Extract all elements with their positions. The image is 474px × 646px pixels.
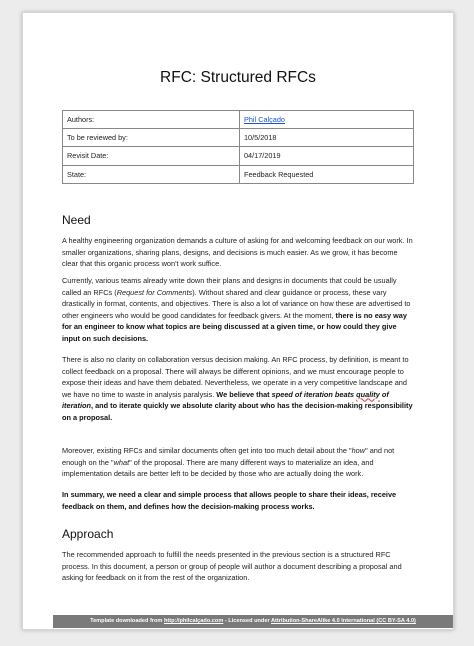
state-value: Feedback Requested [240, 165, 414, 183]
table-row [63, 111, 414, 129]
need-heading: Need [62, 213, 91, 227]
need-paragraph-4: Moreover, existing RFCs and similar documents often get into too much detail about the "how" and not enough on the "what" of the proposal. There are many different ways to materialize an idea, and implementation details are better left to be decided by those who are actually doing the work. [62, 446, 395, 478]
author-link[interactable]: Phil Calçado [244, 115, 285, 125]
document-title: RFC: Structured RFCs [160, 69, 316, 86]
table-row [63, 129, 414, 147]
site-link[interactable]: http://philcalçado.com [163, 618, 224, 624]
reviewed-by-label: To be reviewed by: [63, 129, 240, 147]
metadata-table [62, 110, 414, 184]
license-footer: Template downloaded from http://philcalçado.com - Licensed under Attribution-ShareAlike 4.0 International (CC BY-SA 4.0) [53, 615, 453, 628]
need-paragraph-3: There is also no clarity on collaboration versus decision making. An RFC process, by definition, is meant to collect feedback on a proposal. There will always be different opinions, and we must encourage people to expose their ideas and have them debated. Nevertheless, we operate in a very competitive landscape and we have no time to waste in analysis paralysis. We believe that speed of iteration beats quality of iteration, and to iterate quickly we absolute clarity about who has the decision-making responsibility on a proposal. [62, 355, 413, 422]
document-page [22, 12, 454, 630]
approach-paragraph-1: The recommended approach to fulfill the needs presented in the previous section is a structured RFC process. In this document, a person or group of people will author a document describing a proposal and asking for feedback on it from the rest of the organization. [62, 550, 402, 582]
need-paragraph-1: A healthy engineering organization demands a culture of asking for and welcoming feedback on our work. In smaller organizations, sharing plans, designs, and decisions is much easier. As we grow, it has become clear that this organic process won't work suffice. [62, 236, 413, 268]
spellcheck-underline: quality [356, 389, 380, 399]
need-paragraph-2: Currently, various teams already write down their plans and designs in documents that could be usually called an RFCs (Request for Comments). Without shared and clear guidance or process, these vary drastically in format, contents, and objectives. There is also a lot of variance on how these are advertised to other engineers who would be good candidates for feedback givers. At the moment, there is no easy way for an engineer to know what topics are being discussed at a given time, or how could they give input on such decisions. [62, 276, 411, 343]
authors-value [240, 111, 414, 129]
license-link[interactable]: Attribution-ShareAlike 4.0 International (CC BY-SA 4.0) [270, 618, 416, 624]
revisit-date-value: 04/17/2019 [240, 147, 414, 165]
approach-heading: Approach [62, 527, 114, 541]
state-label: State: [63, 165, 240, 183]
reviewed-by-value: 10/5/2018 [240, 129, 414, 147]
need-paragraph-5: In summary, we need a clear and simple process that allows people to share their ideas, receive feedback on them, and defines how the decision-making process works. [62, 490, 397, 511]
table-row [63, 165, 414, 183]
revisit-date-label: Revisit Date: [63, 147, 240, 165]
authors-label: Authors: [63, 111, 240, 129]
table-row [63, 147, 414, 165]
